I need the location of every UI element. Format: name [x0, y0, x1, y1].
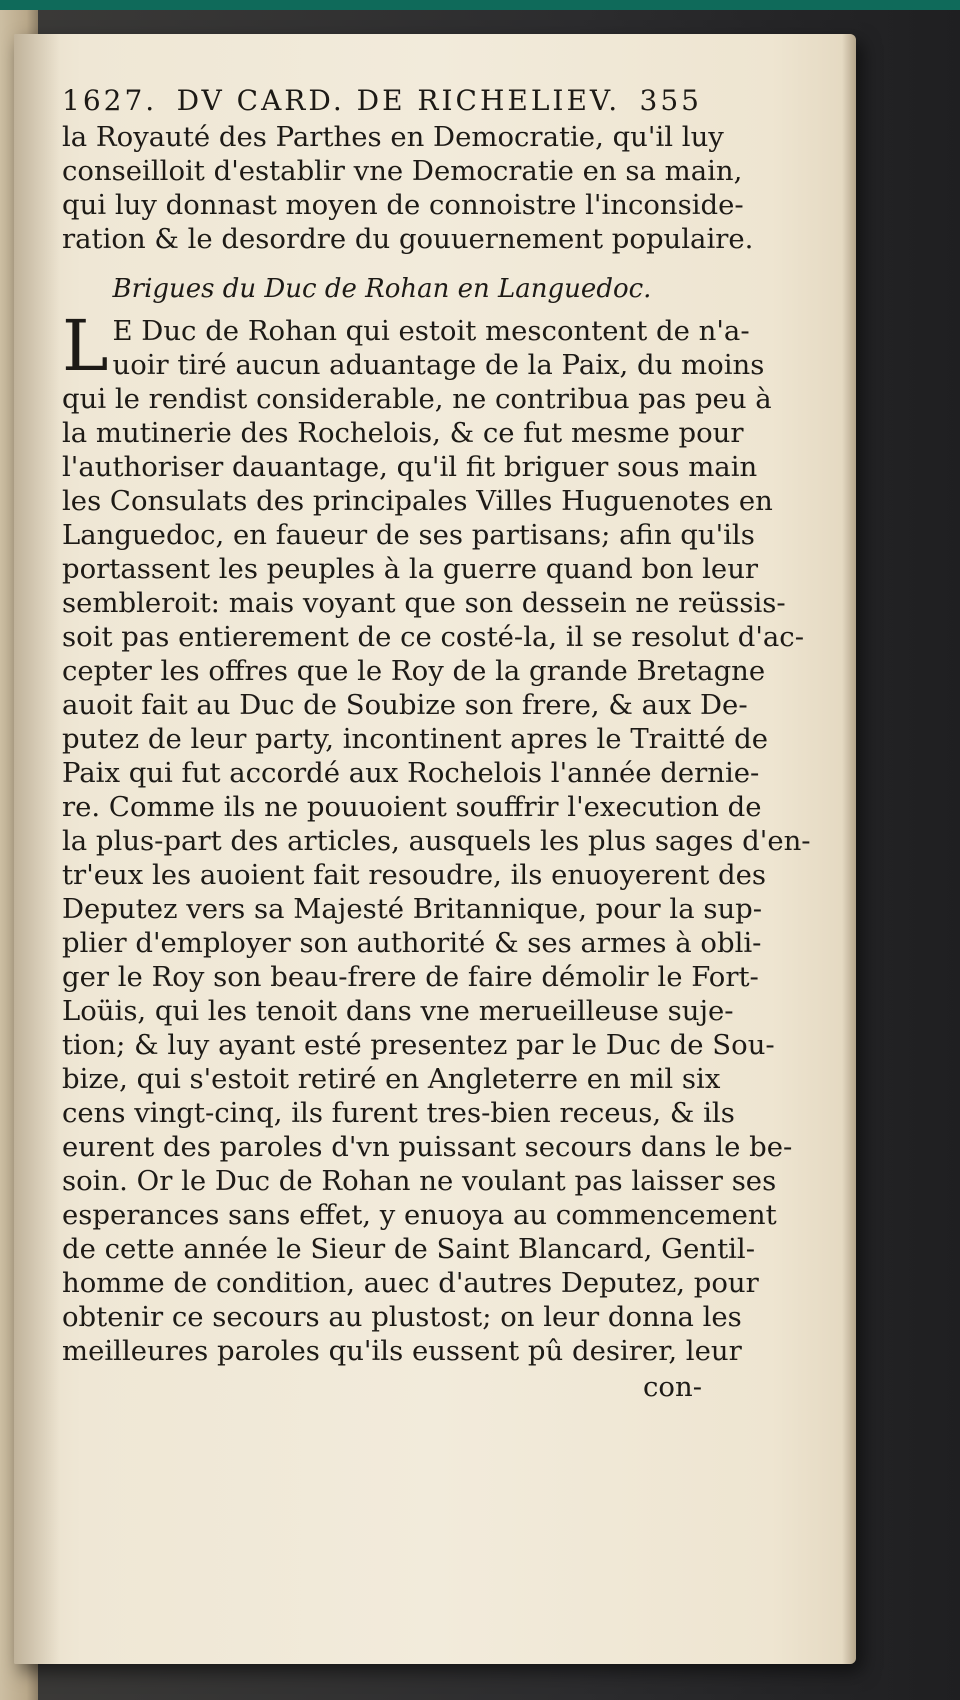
top-bar	[0, 0, 960, 10]
text-line: tion; & luy ayant esté presentez par le Duc de Sou-	[62, 1029, 775, 1061]
book-page	[14, 34, 856, 1664]
text-line: qui luy donnast moyen de connoistre l'inconside-	[62, 189, 744, 221]
text-line: qui le rendist considerable, ne contribua pas peu à	[62, 383, 772, 415]
page-edge-shadow	[842, 34, 856, 1664]
text-line: re. Comme ils ne pouuoient souffrir l'execution de	[62, 791, 762, 823]
text-line: soit pas entierement de ce costé-la, il se resolut d'ac-	[62, 621, 804, 653]
running-head-title: DV CARD. DE RICHELIEV.	[176, 84, 621, 117]
text-line: les Consulats des principales Villes Huguenotes en	[62, 485, 773, 517]
drop-cap: L	[62, 305, 109, 387]
text-line: ration & le desordre du gouuernement populaire.	[62, 223, 754, 255]
text-line: conseilloit d'establir vne Democratie en sa main,	[62, 155, 743, 187]
text-line: E Duc de Rohan qui estoit mescontent de n'a-	[112, 315, 750, 347]
text-line: soin. Or le Duc de Rohan ne voulant pas laisser ses	[62, 1165, 777, 1197]
text-line: homme de condition, auec d'autres Deputez, pour	[62, 1267, 759, 1299]
running-head-year: 1627.	[62, 84, 158, 117]
text-line: esperances sans effet, y enuoya au commencement	[62, 1199, 777, 1231]
text-line: la mutinerie des Rochelois, & ce fut mesme pour	[62, 417, 744, 449]
text-line: Loüis, qui les tenoit dans vne merueilleuse suje-	[62, 995, 734, 1027]
text-line: putez de leur party, incontinent apres le Traitté de	[62, 723, 768, 755]
text-line: la plus-part des articles, ausquels les plus sages d'en-	[62, 825, 811, 857]
section-heading: Brigues du Duc de Rohan en Languedoc.	[112, 274, 652, 304]
text-line: obtenir ce secours au plustost; on leur donna les	[62, 1301, 742, 1333]
text-line: auoit fait au Duc de Soubize son frere, & aux De-	[62, 689, 748, 721]
text-line: sembleroit: mais voyant que son dessein ne reüssis-	[62, 587, 786, 619]
text-line: Deputez vers sa Majesté Britannique, pour la sup-	[62, 893, 763, 925]
running-head	[62, 82, 702, 120]
page-gutter-shadow	[14, 34, 60, 1664]
text-line: plier d'employer son authorité & ses armes à obli-	[62, 927, 762, 959]
text-line: meilleures paroles qu'ils eussent pû desirer, leur	[62, 1335, 742, 1367]
text-line: cepter les offres que le Roy de la grande Bretagne	[62, 655, 766, 687]
text-line: la Royauté des Parthes en Democratie, qu'il luy	[62, 121, 724, 153]
catchword: con-	[643, 1371, 702, 1403]
text-line: eurent des paroles d'vn puissant secours dans le be-	[62, 1131, 793, 1163]
page-text	[62, 82, 811, 1406]
text-line: uoir tiré aucun aduantage de la Paix, du moins	[112, 349, 765, 381]
paragraph-2	[62, 305, 811, 1368]
text-line: bize, qui s'estoit retiré en Angleterre en mil six	[62, 1063, 721, 1095]
text-line: Languedoc, en faueur de ses partisans; afin qu'ils	[62, 519, 755, 551]
text-line: cens vingt-cinq, ils furent tres-bien receus, & ils	[62, 1097, 735, 1129]
text-line: tr'eux les auoient fait resoudre, ils enuoyerent des	[62, 859, 767, 891]
text-line: portassent les peuples à la guerre quand bon leur	[62, 553, 759, 585]
text-line: Paix qui fut accordé aux Rochelois l'année dernie-	[62, 757, 760, 789]
text-line: de cette année le Sieur de Saint Blancard, Gentil-	[62, 1233, 756, 1265]
paragraph-1	[62, 120, 754, 256]
text-line: l'authoriser dauantage, qu'il fit briguer sous main	[62, 451, 758, 483]
page-number: 355	[639, 84, 702, 117]
catchword-row	[62, 1368, 702, 1406]
text-line: ger le Roy son beau-frere de faire démolir le Fort-	[62, 961, 759, 993]
